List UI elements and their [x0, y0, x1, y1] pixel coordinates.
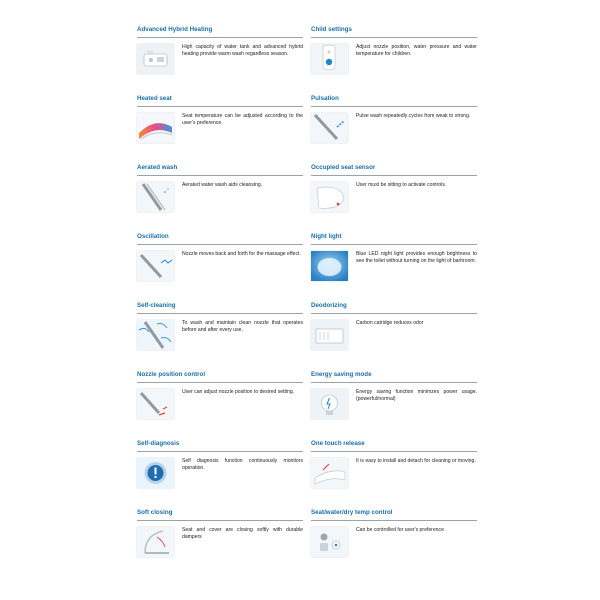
feature-heated-seat: [137, 95, 303, 143]
feature-deodorizing: [311, 302, 477, 350]
feature-description: Carbon catridge reduces odor: [356, 320, 424, 326]
feature-aerated-wash: [137, 164, 303, 212]
feature-nozzle-position-control: [137, 371, 303, 419]
self-cleaning-icon: [137, 320, 174, 350]
feature-title: Nozzle position control: [137, 371, 303, 383]
feature-title: Advanced Hybrid Heating: [137, 26, 303, 38]
feature-title: Oscillation: [137, 233, 303, 245]
feature-advanced-hybrid-heating: [137, 26, 303, 74]
feature-description: Nozzle moves back and forth for the massage effect.: [182, 251, 301, 257]
feature-description: High capacity of water tank and advanced hybrid heating provide warm wash regardless season.: [182, 44, 303, 58]
feature-description: Aerated water wash aids cleansing.: [182, 182, 263, 188]
feature-pulsation: [311, 95, 477, 143]
feature-title: Self-diagnosis: [137, 440, 303, 452]
feature-description: Seat temperature can be adjusted according to the user's preference.: [182, 113, 303, 127]
feature-oscillation: [137, 233, 303, 281]
feature-title: Child settings: [311, 26, 477, 38]
feature-title: Soft closing: [137, 509, 303, 521]
water-tank-icon: [137, 44, 174, 74]
feature-title: Self-cleaning: [137, 302, 303, 314]
seat-sensor-icon: [311, 182, 348, 212]
night-light-icon: [311, 251, 348, 281]
feature-one-touch-release: [311, 440, 477, 488]
diagnosis-alert-icon: [137, 458, 174, 488]
feature-description: User must be sitting to activate controls.: [356, 182, 447, 188]
feature-title: Pulsation: [311, 95, 477, 107]
feature-title: Energy saving mode: [311, 371, 477, 383]
feature-self-cleaning: [137, 302, 303, 350]
feature-self-diagnosis: [137, 440, 303, 488]
feature-child-settings: [311, 26, 477, 74]
soft-closing-icon: [137, 527, 174, 557]
feature-description: Blue LED night light provides enough brightness to see the toilet without turning on the light of barhroom.: [356, 251, 477, 265]
aerated-nozzle-icon: [137, 182, 174, 212]
feature-description: Energy saving function minimzes power usage. (powerful/normal): [356, 389, 477, 403]
deodorizer-icon: [311, 320, 348, 350]
one-touch-release-icon: [311, 458, 348, 488]
feature-title: Occupied seat sensor: [311, 164, 477, 176]
feature-description: Adjust nozzle position, water pressure and water temperature for children.: [356, 44, 477, 58]
temp-control-icon: [311, 527, 348, 557]
feature-title: Deodorizing: [311, 302, 477, 314]
feature-title: Seat/water/dry temp control: [311, 509, 477, 521]
feature-description: To wash and maintain clean nozzle that operates before and after every use.: [182, 320, 303, 334]
pulse-nozzle-icon: [311, 113, 348, 143]
feature-description: Self diagnosis function continuously monitors operation.: [182, 458, 303, 472]
feature-title: One touch release: [311, 440, 477, 452]
heated-seat-icon: [137, 113, 174, 143]
feature-description: Seat and cover are closing softly with durable dampers: [182, 527, 303, 541]
feature-energy-saving-mode: [311, 371, 477, 419]
feature-title: Night light: [311, 233, 477, 245]
feature-title: Aerated wash: [137, 164, 303, 176]
feature-night-light: [311, 233, 477, 281]
feature-occupied-seat-sensor: [311, 164, 477, 212]
energy-saving-icon: [311, 389, 348, 419]
feature-description: It is easy to install and detach for cleaning or moving.: [356, 458, 476, 464]
feature-description: User can adjust nozzle position to desired setting.: [182, 389, 295, 395]
feature-description: Can be controlled for user's preference: [356, 527, 444, 533]
nozzle-position-icon: [137, 389, 174, 419]
child-remote-icon: [311, 44, 348, 74]
feature-title: Heated seat: [137, 95, 303, 107]
feature-description: Pulse wash repeatedly cycles from weak to strong.: [356, 113, 471, 119]
oscillation-nozzle-icon: [137, 251, 174, 281]
feature-seat-water-dry-temp-control: [311, 509, 477, 557]
feature-soft-closing: [137, 509, 303, 557]
